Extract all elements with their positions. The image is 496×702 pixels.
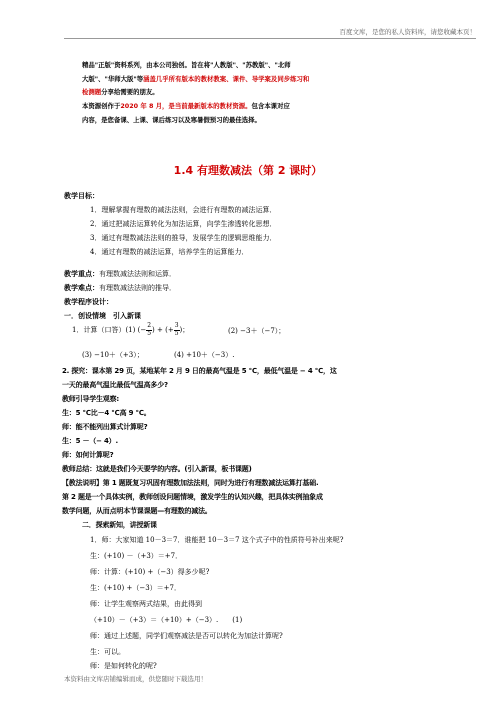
objective-item: 4．通过有理数的减法运算，培养学生的运算能力． bbox=[90, 248, 249, 256]
intro-line-2: 大版"、"华师大版"等涵盖几乎所有版本的教材教案、课件、导学案及同步练习和 bbox=[82, 75, 310, 83]
dialog-line: 1．师：大家知道 10－3＝7．谁能把 10－3＝7 这个式子中的性质符号补出来呢? bbox=[90, 536, 344, 544]
lesson-title: 1.4 有理数减法（第 2 课时） bbox=[173, 164, 323, 177]
method-note-cont: 第 2 题是一个具体实例，教师创设问题情境，激发学生的认知兴趣，把具体实例抽象成 bbox=[62, 493, 323, 501]
teacher-summary: 教师总结：这就是我们今天要学的内容。(引入新课，板书课题) bbox=[62, 465, 252, 473]
dialog-line: 生：5 －（− 4）. bbox=[62, 437, 118, 445]
objective-item: 2．通过把减法运算转化为加法运算，向学生渗透转化思想． bbox=[90, 220, 277, 228]
teacher-guide: 教师引导学生观察: bbox=[62, 395, 119, 403]
dialog-line: 生：可以。 bbox=[90, 648, 125, 656]
dialog-line: 师：通过上述题，同学们观察减法是否可以转化为加法计算呢? bbox=[90, 632, 283, 640]
calc-question-1: 1．计算（口答）(1) (− $\frac{2}{5}$ ) + (+ $\frac{3}{5}$ )； bbox=[72, 322, 190, 337]
method-note: 【教法说明】第 1 题既复习巩固有理数加法法则，同时为进行有理数减法运算打基础. bbox=[62, 479, 319, 487]
section1-heading: 一．创设情境 引入新课 bbox=[64, 312, 141, 320]
dialog-line: 师：如何计算呢? bbox=[62, 451, 114, 459]
dialog-line: 生：5 ℃比－4 ℃高 9 ℃。 bbox=[62, 409, 151, 417]
fraction-three-fifths: $\frac{3}{5}$ bbox=[174, 322, 179, 337]
dialog-line: 师：计算：(+10) +（−3）得多少呢? bbox=[90, 568, 210, 576]
fraction-two-fifths: $\frac{2}{5}$ bbox=[147, 322, 152, 337]
calc-question-2: (2) −3＋（−7）； bbox=[228, 327, 286, 335]
objective-item: 1．理解掌握有理数的减法法则，会进行有理数的减法运算． bbox=[90, 206, 277, 214]
intro-line-1: 精品"正版"资料系列，由本公司独创。旨在将"人教版"、"苏教版"、"北师 bbox=[82, 61, 291, 69]
dialog-line: 生：(+10) +（−3）＝+7． bbox=[90, 584, 181, 592]
header-divider bbox=[64, 38, 476, 39]
procedure-heading: 教学程序设计： bbox=[64, 298, 113, 306]
intro-line-4: 本资源创作于2020 年 8 月，是当前最新版本的教材资源。包含本课对应 bbox=[82, 102, 290, 110]
objective-item: 3．通过有理数减法法则的推导，发展学生的逻辑思维能力． bbox=[90, 234, 277, 242]
explore-question: 2. 探究：课本第 29 页，某地某年 2 月 9 日的最高气温是 5 ℃，最低气温是 − 4 ℃，这 bbox=[62, 367, 337, 375]
key-point: 教学重点：有理数减法法则和运算． bbox=[64, 270, 176, 278]
section2-heading: 二．探索新知，讲授新课 bbox=[82, 521, 157, 529]
page-footer: 本资料由文库店铺编辑而成，供您随时下载选用！ bbox=[64, 675, 207, 683]
intro-line-3: 检测题分享给需要的朋友。 bbox=[82, 88, 159, 96]
difficulty-point: 教学难点：有理数减法法则的推导． bbox=[64, 284, 176, 292]
calc-question-3: (3) −10＋（+3）； bbox=[82, 351, 144, 359]
equation-1: （+10）－（+3）＝（+10）+（−3）. (1) bbox=[90, 616, 243, 624]
intro-line-5: 内容，是您备课、上课、课后练习以及寒暑假预习的最佳选择。 bbox=[82, 116, 261, 124]
method-note-cont: 数学问题，从而点明本节课课题—有理数的减法。 bbox=[62, 507, 212, 515]
explore-question-cont: 一天的最高气温比最低气温高多少? bbox=[62, 381, 168, 389]
calc-question-4: (4) +10＋（−3）. bbox=[174, 351, 235, 359]
objectives-heading: 教学目标： bbox=[64, 192, 99, 200]
dialog-line: 师：能不能列出算式计算呢? bbox=[62, 423, 148, 431]
dialog-line: 生：(+10) －（+3）＝+7． bbox=[90, 552, 183, 560]
dialog-line: 师：是如何转化的呢? bbox=[90, 662, 157, 670]
page-header: 百度文库，是您的私人资料库，请您收藏本页！ bbox=[339, 28, 476, 36]
dialog-line: 师：让学生观察两式结果，由此得到 bbox=[90, 600, 202, 608]
